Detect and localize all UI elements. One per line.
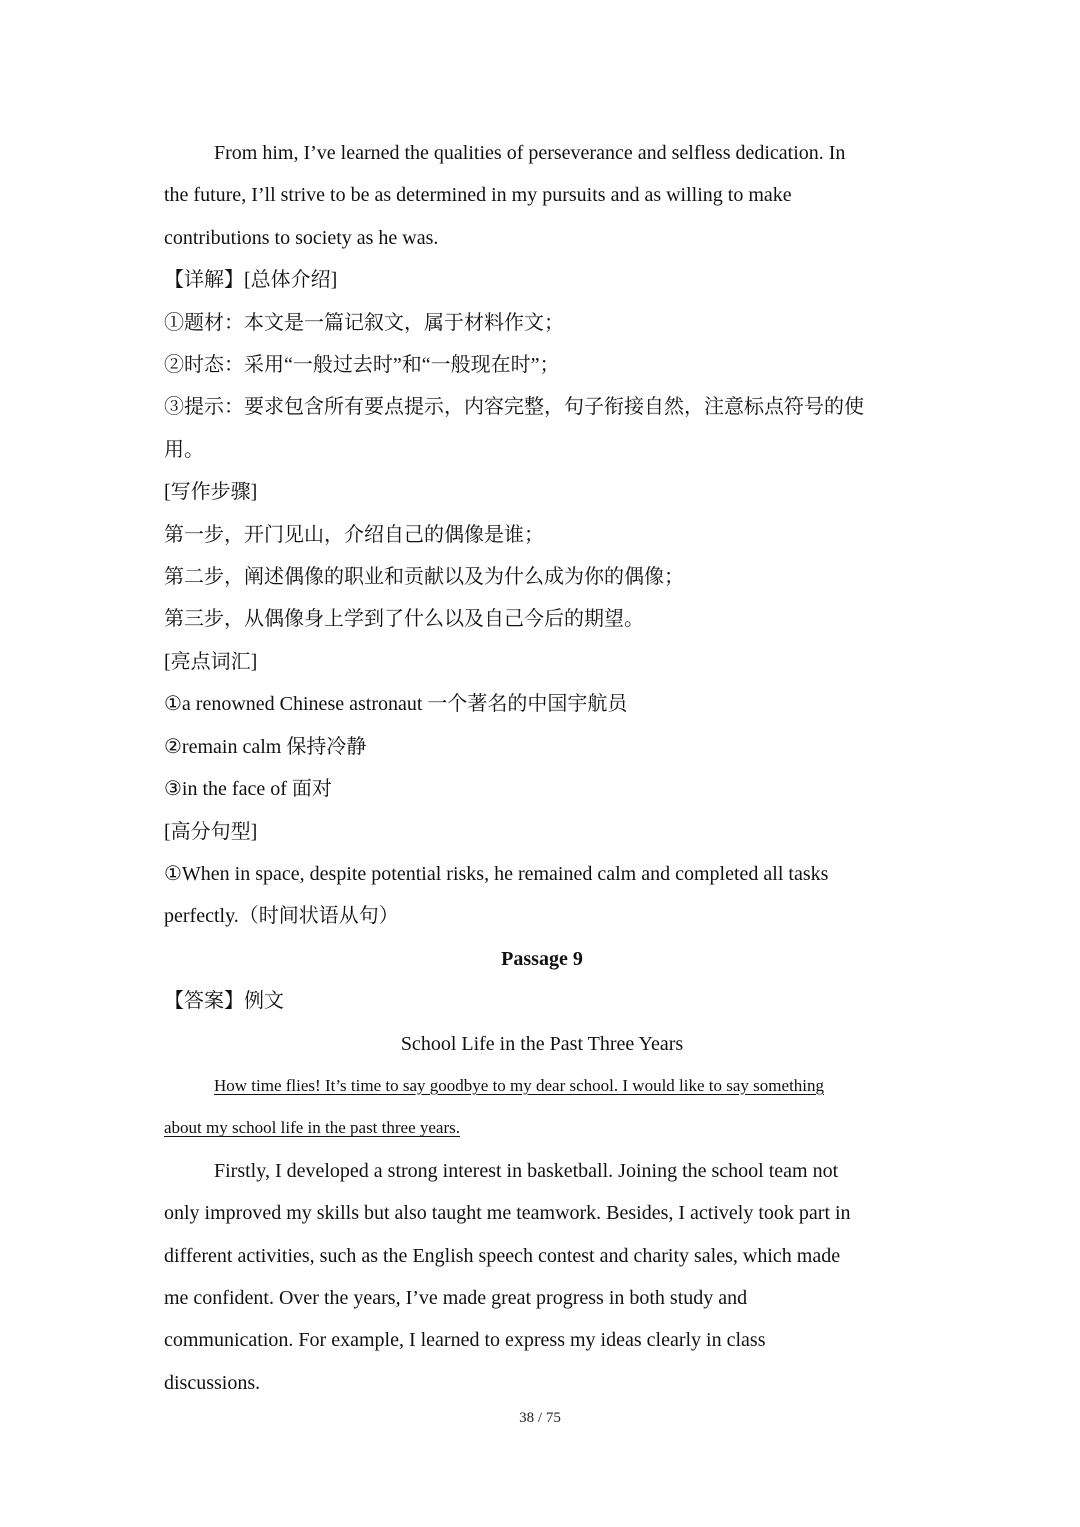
answer-label: 【答案】例文	[164, 990, 284, 1013]
explain-item: 用。	[164, 438, 204, 461]
essay-body-line: only improved my skills but also taught me teamwork. Besides, I actively took part in	[164, 1202, 851, 1225]
explain-item: ③提示：要求包含所有要点提示，内容完整，句子衔接自然，注意标点符号的使	[164, 396, 864, 419]
explain-item: ①题材：本文是一篇记叙文，属于材料作文；	[164, 311, 564, 334]
vocab-item: ③in the face of 面对	[164, 778, 332, 801]
explain-item: ②时态：采用“一般过去时”和“一般现在时”；	[164, 354, 560, 377]
essay-body-line: discussions.	[164, 1371, 261, 1394]
essay-intro-line: How time flies! It’s time to say goodbye to my dear school. I would like to say something	[214, 1075, 825, 1095]
vocab-item: ②remain calm 保持冷静	[164, 735, 367, 758]
sentences-header: [高分句型]	[164, 820, 258, 843]
explain-header: 【详解】[总体介绍]	[164, 269, 338, 292]
essay-body-line: communication. For example, I learned to express my ideas clearly in class	[164, 1329, 766, 1352]
page-content	[164, 132, 920, 1404]
essay-body-line: Firstly, I developed a strong interest in basketball. Joining the school team not	[214, 1159, 839, 1182]
essay-intro-line: about my school life in the past three years.	[164, 1118, 460, 1138]
step-item: 第三步，从偶像身上学到了什么以及自己今后的期望。	[164, 608, 644, 631]
step-item: 第二步，阐述偶像的职业和贡献以及为什么成为你的偶像；	[164, 566, 684, 589]
vocab-header: [亮点词汇]	[164, 650, 258, 673]
paragraph-line: From him, I’ve learned the qualities of perseverance and selfless dedication. In	[214, 142, 846, 164]
essay-body-line: me confident. Over the years, I’ve made great progress in both study and	[164, 1286, 748, 1309]
essay-body-line: different activities, such as the English speech contest and charity sales, which made	[164, 1244, 841, 1267]
page-number: 38 / 75	[519, 1410, 561, 1426]
sentence-item: ①When in space, despite potential risks, he remained calm and completed all tasks	[164, 862, 829, 885]
paragraph-line: contributions to society as he was.	[164, 226, 439, 249]
essay-title: School Life in the Past Three Years	[400, 1032, 684, 1055]
steps-header: [写作步骤]	[164, 481, 258, 504]
vocab-item: ①a renowned Chinese astronaut 一个著名的中国宇航员	[164, 693, 628, 716]
passage-title: Passage 9	[501, 947, 583, 970]
sentence-item: perfectly.（时间状语从句）	[164, 905, 399, 928]
step-item: 第一步，开门见山，介绍自己的偶像是谁；	[164, 523, 544, 546]
paragraph-line: the future, I’ll strive to be as determined in my pursuits and as willing to make	[164, 184, 792, 207]
